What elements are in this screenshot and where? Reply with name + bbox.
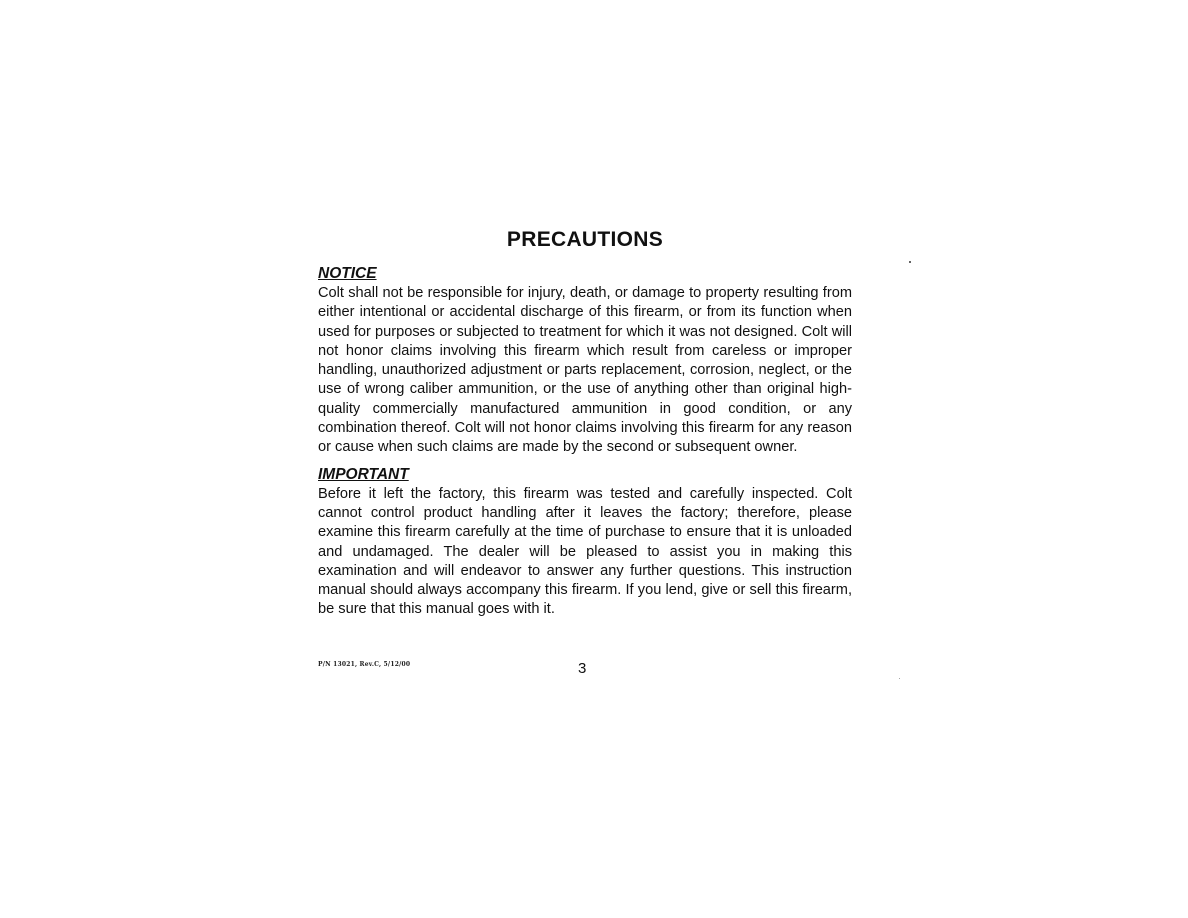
page-number: 3 (578, 660, 587, 677)
important-heading: IMPORTANT (318, 465, 409, 483)
notice-paragraph: Colt shall not be responsible for injury, death, or damage to property resulting from either intentional or accidental discharge of this firearm, or from its function when used for purposes or subjected to treatment for which it was not designed. Colt will not honor claims involving this firearm which result from careless or improper handling, unauthorized adjustment or parts replacement, corrosion, neglect, or the use of wrong caliber ammunition, or the use of anything other than original high-quality commercially manufactured ammunition in good condition, or any combination thereof. Colt will not honor claims involving this firearm for any reason or cause when such claims are made by the second or subsequent owner. (318, 285, 852, 456)
page-title: PRECAUTIONS (506, 228, 664, 251)
scan-speck (909, 261, 911, 263)
important-paragraph: Before it left the factory, this firearm was tested and carefully inspected. Colt cannot control product handling after it leaves the factory; therefore, please examine this firearm carefully at the time of purchase to ensure that it is unloaded and undamaged. The dealer will be pleased to assist you in making this examination and will endeavor to answer any further questions. This instruction manual should always accompany this firearm. If you lend, give or sell this firearm, be sure that this manual goes with it. (318, 485, 852, 618)
part-number: P/N 13021, Rev.C, 5/12/00 (318, 661, 411, 668)
notice-heading: NOTICE (318, 265, 377, 282)
scan-speck (899, 678, 900, 679)
notice-section (318, 264, 852, 458)
page-footer (318, 660, 852, 680)
important-section (318, 465, 852, 620)
document-page (318, 226, 852, 627)
